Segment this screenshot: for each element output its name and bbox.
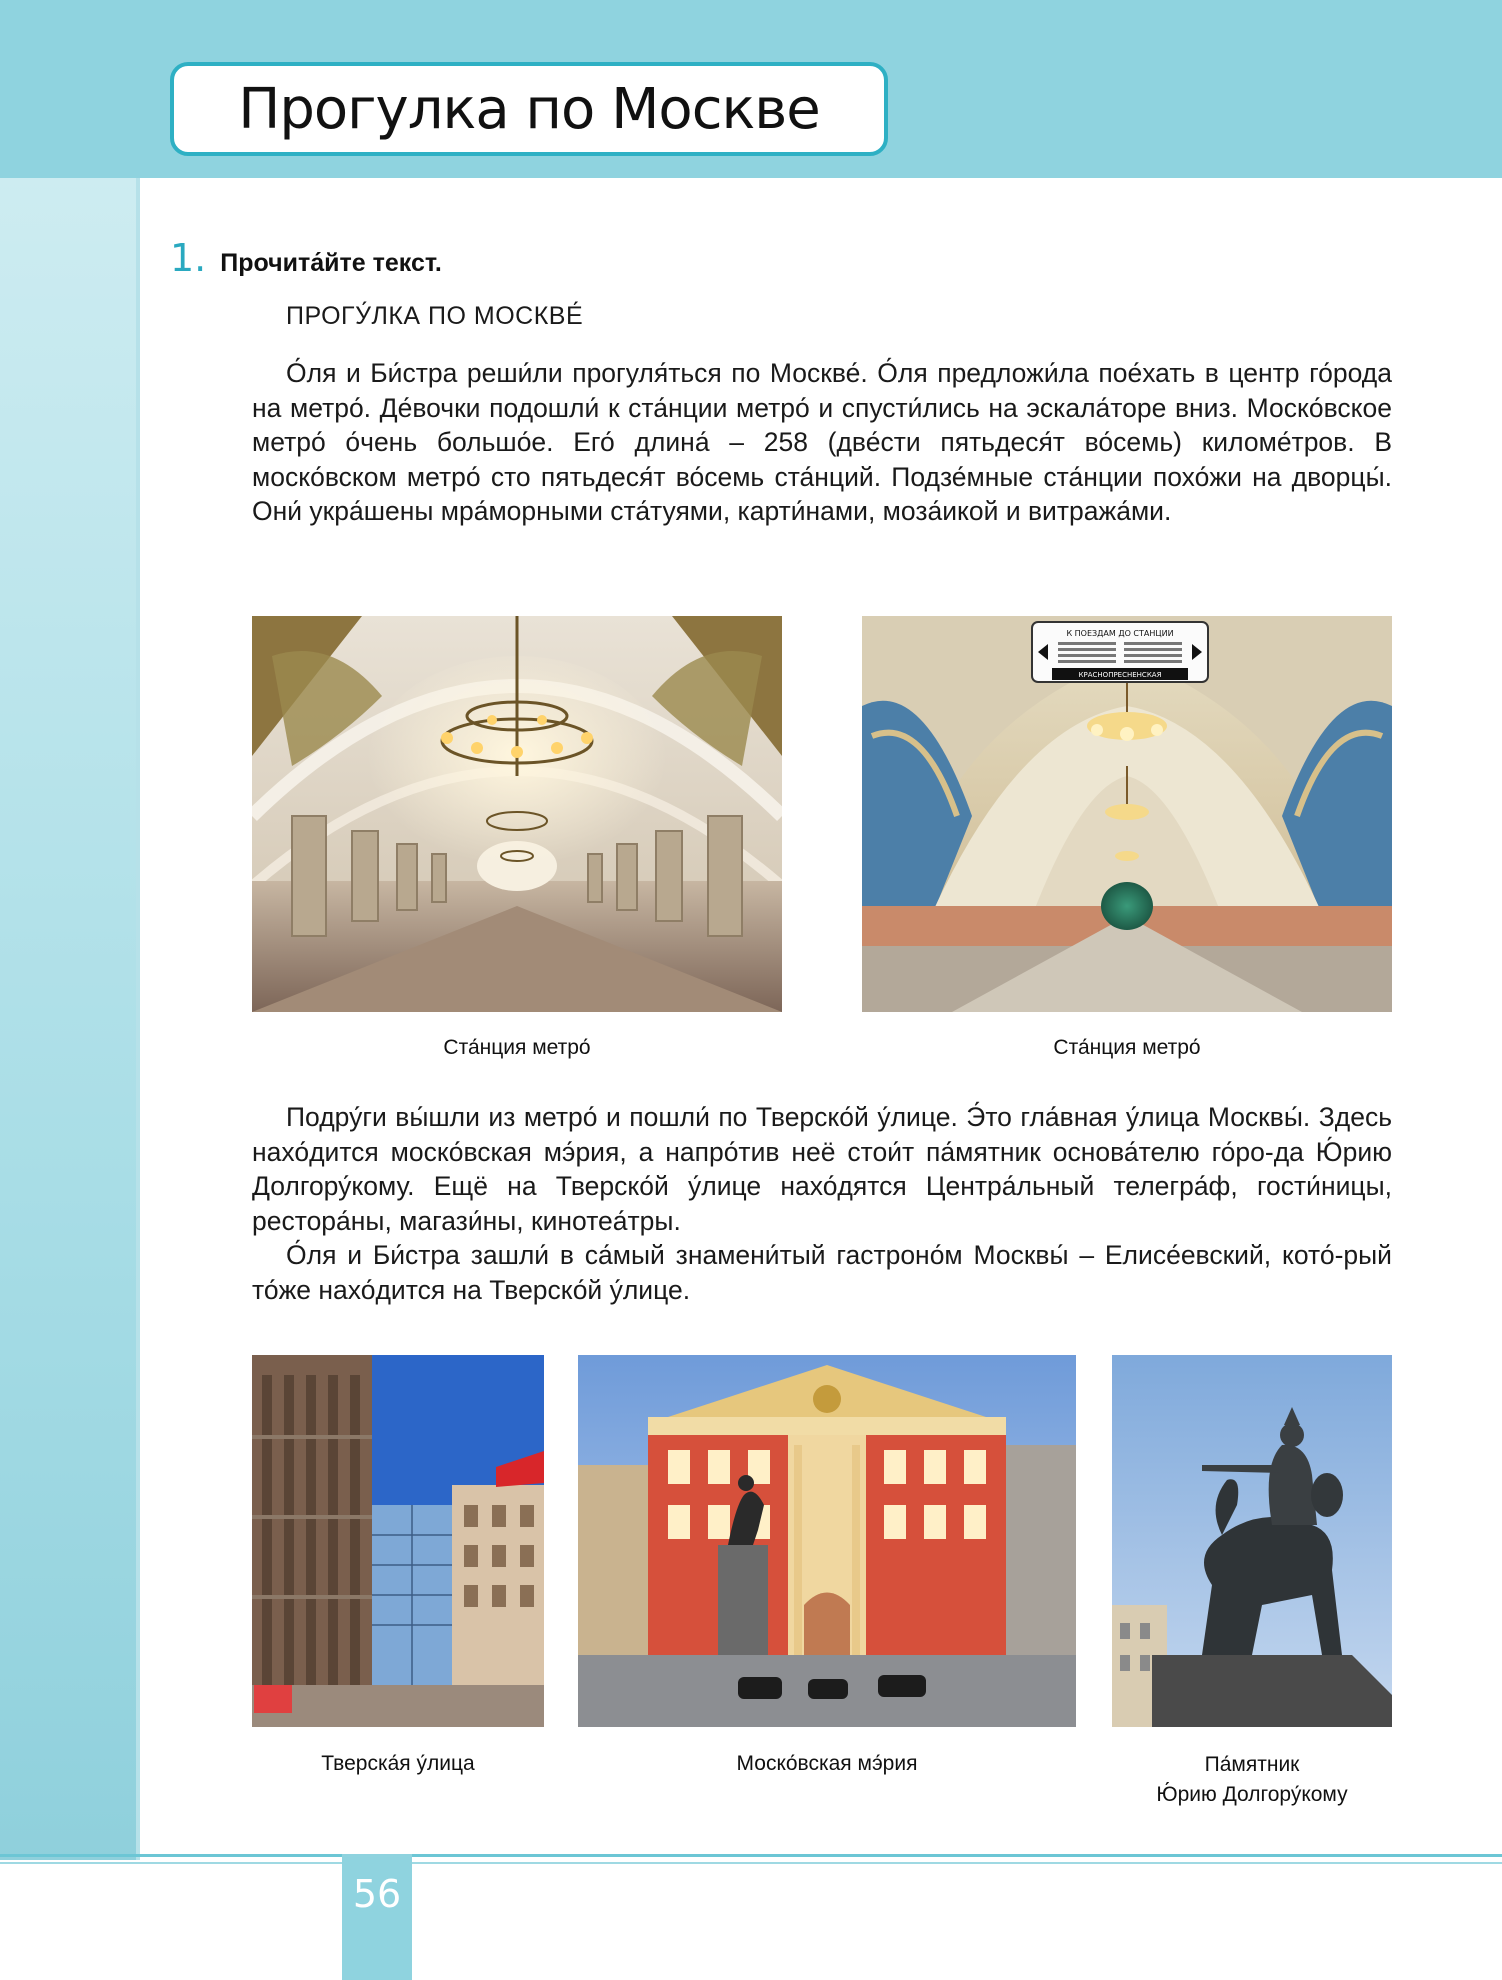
tverskaya-street-photo (252, 1355, 544, 1727)
paragraph-3: О́ля и Би́стра зашли́ в са́мый знамени́тый гастроно́м Москвы́ – Елисе́евский, кото́-рый то́же нахо́дится на Тверско́й у́лице. (252, 1240, 1392, 1305)
text-title: ПРОГУ́ЛКА ПО МОСКВЕ́ (286, 302, 584, 330)
footer-divider-thin (0, 1862, 1502, 1864)
metro-station-caption-1: Ста́нция метро́ (443, 1036, 591, 1059)
dolgoruky-caption-line2: Ю́рию Долгору́кому (1156, 1783, 1348, 1806)
metro-sign-station: КРАСНОПРЕСНЕНСКАЯ (1078, 671, 1162, 679)
metro-station-caption-2: Ста́нция метро́ (1053, 1036, 1201, 1059)
metro-sign-header: К ПОЕЗДАМ ДО СТАНЦИИ (1066, 629, 1174, 638)
left-margin-edge (136, 178, 140, 1860)
moscow-city-hall-caption: Моско́вская мэ́рия (736, 1752, 918, 1775)
dolgoruky-monument-caption (1112, 1750, 1392, 1810)
page-title: Прогулка по Москве (238, 76, 820, 142)
dolgoruky-monument-photo (1112, 1355, 1392, 1727)
metro-station-photo-1 (252, 616, 782, 1012)
metro-station-photo-2 (862, 616, 1392, 1012)
left-margin-band (0, 178, 136, 1860)
dolgoruky-caption-line1: Па́мятник (1204, 1753, 1300, 1776)
paragraph-2: Подру́ги вы́шли из метро́ и пошли́ по Тверско́й у́лице. Э́то гла́вная у́лица Москвы́. Здесь нахо́дится моско́вская мэ́рия, а напро́тив неё стои́т па́мятник основа́телю го́ро-да Ю́рию Долгору́кому. Ещё на Тверско́й у́лице нахо́дятся Центра́льный телегра́ф, гости́ницы, рестора́ны, магази́ны, кинотеа́тры. (252, 1102, 1392, 1236)
moscow-city-hall-photo (578, 1355, 1076, 1727)
footer-divider (0, 1854, 1502, 1857)
task-number: 1. (170, 236, 207, 280)
tverskaya-street-caption: Тверска́я у́лица (321, 1752, 475, 1775)
page-number: 56 (352, 1872, 402, 1916)
task-heading (170, 236, 442, 280)
task-instruction: Прочита́йте текст. (220, 249, 442, 277)
page-title-box (170, 62, 888, 156)
paragraph-1: О́ля и Би́стра реши́ли прогуля́ться по Москве́. О́ля предложи́ла пое́хать в центр го́рода на метро́. Де́вочки подошли́ к ста́нции метро́ и спусти́лись на эскала́торе вниз. Моско́вское метро́ о́чень большо́е. Его́ длина́ – 258 (две́сти пятьдеся́т во́семь) киломе́тров. В моско́вском метро́ сто пятьдеся́т во́семь ста́нций. Подзе́мные ста́нции похо́жи на дворцы́. Они́ укра́шены мра́морными ста́туями, карти́нами, моза́икой и витража́ми. (252, 358, 1392, 526)
